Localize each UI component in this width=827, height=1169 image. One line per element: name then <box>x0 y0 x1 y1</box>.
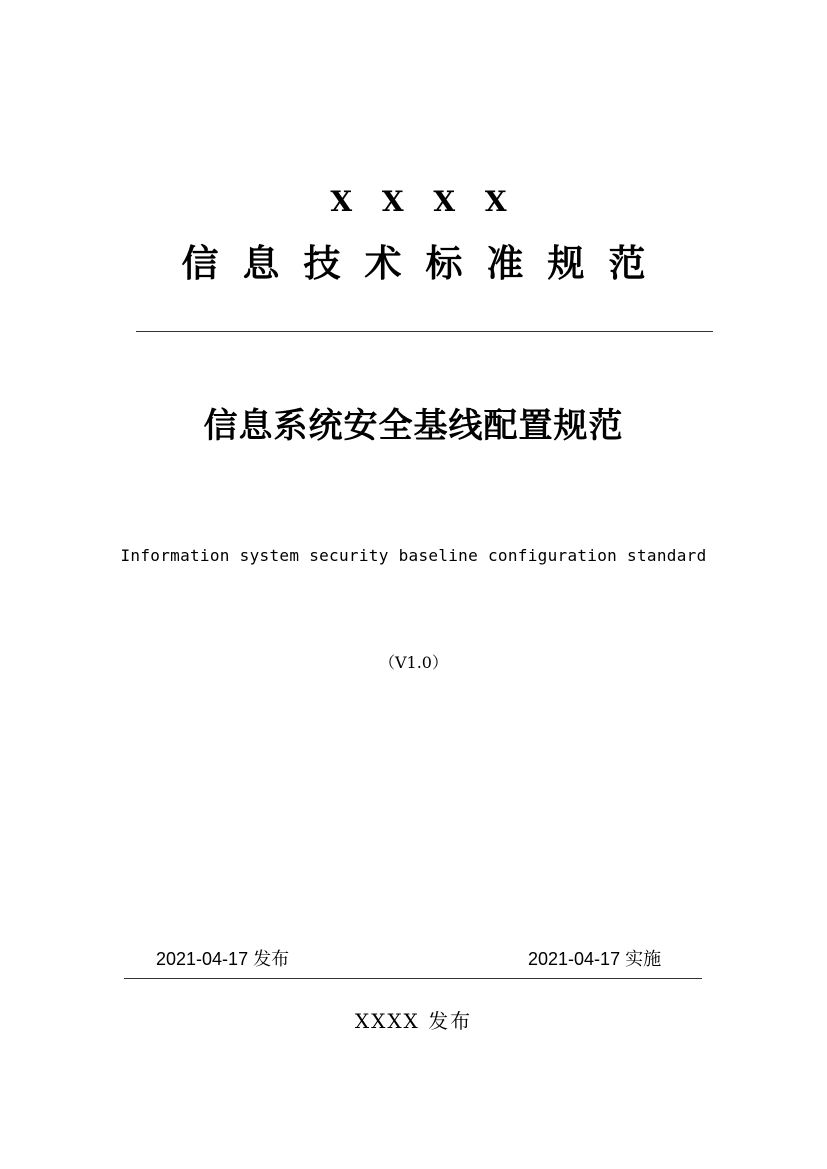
implement-date: 2021-04-17 实施 <box>528 949 662 969</box>
publish-date: 2021-04-17 发布 <box>156 949 290 969</box>
top-divider <box>136 331 713 332</box>
bottom-divider <box>124 978 702 979</box>
document-version: （V1.0） <box>378 653 448 672</box>
standard-series-title: 信息技术标准规范 <box>181 242 670 285</box>
document-title: 信息系统安全基线配置规范 <box>203 406 624 446</box>
document-title-english: Information system security baseline configuration standard <box>120 546 707 565</box>
issuer-line: XXXX 发布 <box>354 1009 473 1033</box>
organization-name: X X X X <box>330 185 517 218</box>
